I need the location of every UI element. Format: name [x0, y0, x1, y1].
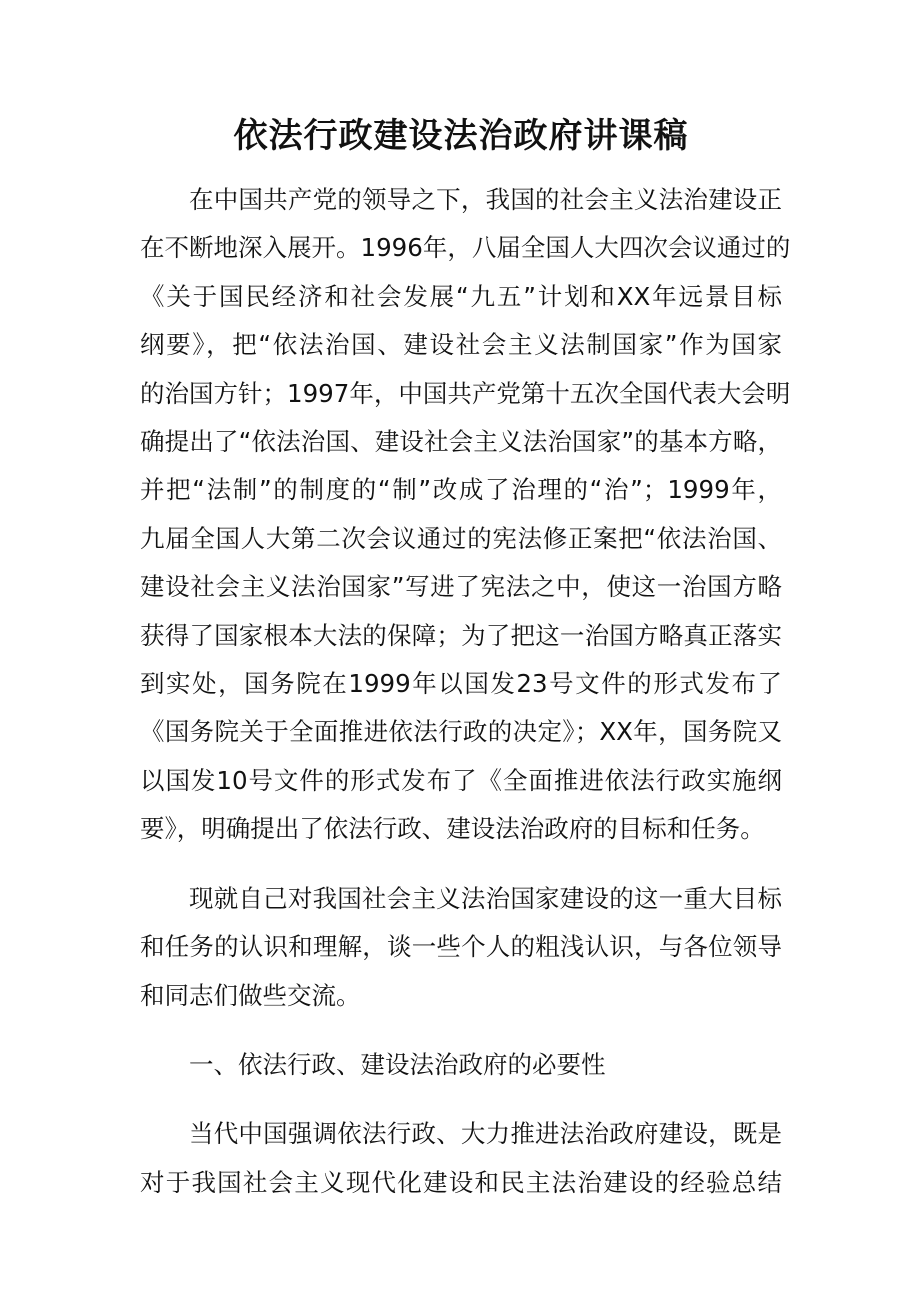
document-page — [140, 112, 791, 1207]
text-line: 的治国方针；1997年，中国共产党第十五次全国代表大会明 — [140, 378, 791, 408]
text-line: 在中国共产党的领导之下，我国的社会主义法治建设正 — [189, 185, 782, 214]
section-heading — [140, 1041, 782, 1089]
text-line: 要》，明确提出了依法行政、建设法治政府的目标和任务。 — [140, 814, 765, 844]
text-line: 和同志们做些交流。 — [140, 980, 361, 1010]
paragraph-purpose — [140, 875, 782, 1020]
text-line: 和任务的认识和理解，谈一些个人的粗浅认识，与各位领导 — [140, 932, 782, 962]
text-line: 《关于国民经济和社会发展“九五”计划和XX年远景目标 — [140, 281, 782, 311]
text-line: 建设社会主义法治国家”写进了宪法之中，使这一治国方略 — [140, 572, 782, 602]
text-line: 当代中国强调依法行政、大力推进法治政府建设，既是 — [189, 1119, 782, 1149]
section-heading-text: 一、依法行政、建设法治政府的必要性 — [189, 1049, 606, 1079]
text-line: 在不断地深入展开。1996年，八届全国人大四次会议通过的 — [140, 233, 791, 263]
text-line: 以国发10号文件的形式发布了《全面推进依法行政实施纲 — [140, 765, 782, 795]
text-line: 确提出了“依法治国、建设社会主义法治国家”的基本方略， — [140, 427, 782, 457]
text-line: 九届全国人大第二次会议通过的宪法修正案把“依法治国、 — [140, 523, 782, 553]
text-line: 到实处，国务院在1999年以国发23号文件的形式发布了 — [140, 669, 782, 699]
text-line: 《国务院关于全面推进依法行政的决定》；XX年，国务院又 — [140, 717, 782, 747]
text-line: 对于我国社会主义现代化建设和民主法治建设的经验总结 — [140, 1167, 782, 1197]
text-line: 并把“法制”的制度的“制”改成了治理的“治”；1999年， — [140, 475, 782, 505]
paragraph-section-1 — [140, 1110, 782, 1207]
text-line: 纲要》，把“依法治国、建设社会主义法制国家”作为国家 — [140, 330, 782, 360]
text-line: 现就自己对我国社会主义法治国家建设的这一重大目标 — [189, 883, 782, 913]
document-title: 依法行政建设法治政府讲课稿 — [233, 116, 689, 156]
paragraph-intro — [140, 176, 791, 854]
text-line: 获得了国家根本大法的保障；为了把这一治国方略真正落实 — [140, 620, 782, 650]
